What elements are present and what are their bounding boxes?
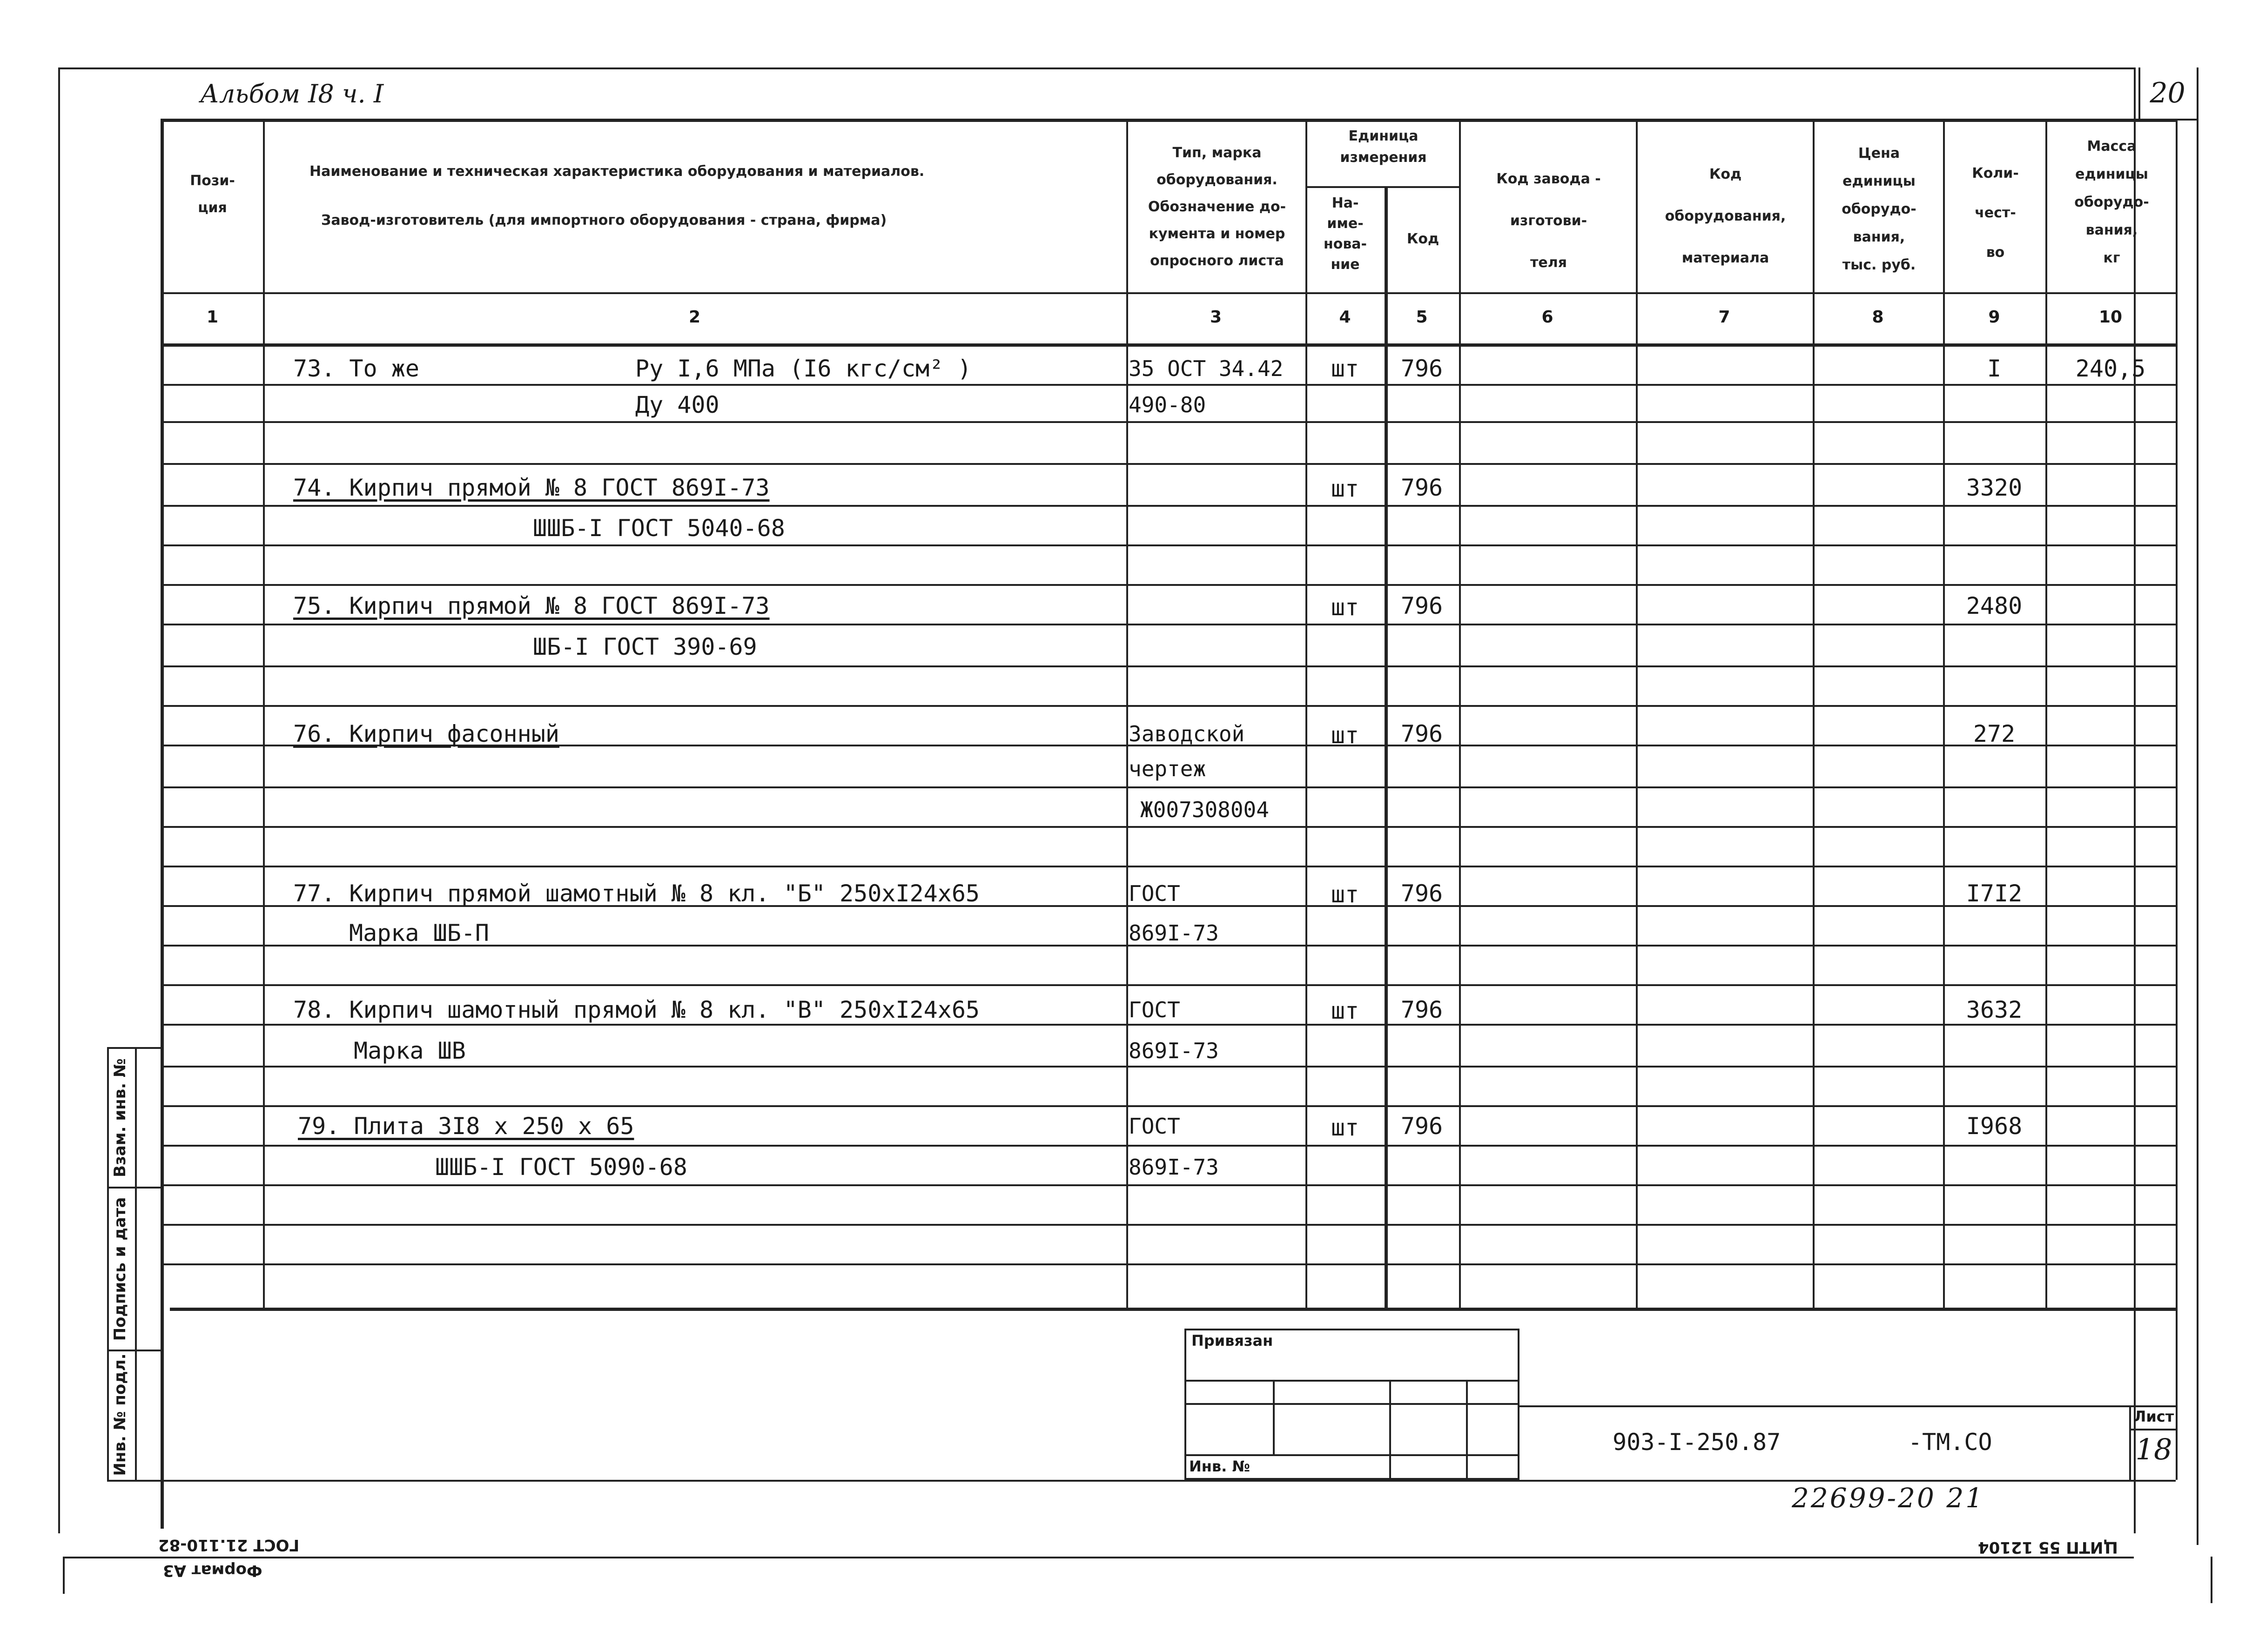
row73-name-line2: Ду 400 bbox=[635, 391, 719, 418]
header-unit-name: На- име- нова- ние bbox=[1323, 195, 1367, 273]
row-line bbox=[161, 1263, 2176, 1265]
row78-qty: 3632 bbox=[1966, 996, 2023, 1023]
frame-bottom-line bbox=[63, 1557, 2134, 1558]
side-strip-bottom bbox=[107, 1480, 161, 1482]
colnum-1: 1 bbox=[206, 308, 219, 327]
row77-type: ГОСТ bbox=[1129, 881, 1180, 906]
privyazan-col3 bbox=[1466, 1380, 1468, 1480]
row74-code: 796 bbox=[1400, 474, 1443, 501]
frame-right-line bbox=[2134, 67, 2136, 1533]
row77-qty: I7I2 bbox=[1966, 880, 2023, 907]
row73-mass: 240,5 bbox=[2075, 355, 2146, 382]
row73-type-line2: 490-80 bbox=[1129, 392, 1206, 417]
doc-suffix: -ТМ.СО bbox=[1908, 1429, 1992, 1456]
privyazan-row3 bbox=[1184, 1454, 1519, 1456]
footer-format: Формат А3 bbox=[163, 1561, 262, 1580]
row74-name-line2: ШШБ-I ГОСТ 5040-68 bbox=[533, 515, 785, 542]
stamp-right-line bbox=[2176, 1308, 2178, 1480]
frame-top-line bbox=[58, 67, 2134, 69]
header-unit-group: Единица измерения bbox=[1340, 128, 1427, 166]
colnum-4: 4 bbox=[1339, 308, 1351, 327]
colnum-5: 5 bbox=[1416, 308, 1428, 327]
unit-group-line bbox=[1305, 186, 1459, 188]
row79-unit: шт bbox=[1331, 1114, 1359, 1141]
row75-qty: 2480 bbox=[1966, 592, 2023, 619]
right-margin-line bbox=[2197, 67, 2198, 1545]
colnum-3: 3 bbox=[1210, 308, 1222, 327]
footer-ciitp: ЦИТП 55 12104 bbox=[1978, 1538, 2118, 1557]
corner-box-left bbox=[2138, 67, 2140, 119]
row77-code: 796 bbox=[1400, 880, 1443, 907]
header-quantity: Коли- чест- во bbox=[1972, 165, 2019, 261]
row74-unit: шт bbox=[1331, 475, 1359, 502]
row78-name-line2: Марка ШВ bbox=[354, 1037, 466, 1064]
row79-name: 79. Плита 3I8 х 250 х 65 bbox=[298, 1113, 634, 1140]
side-strip-left bbox=[107, 1047, 109, 1480]
row73-type: 35 ОСТ 34.42 bbox=[1129, 356, 1284, 381]
privyazan-col1 bbox=[1273, 1380, 1275, 1454]
colnum-2: 2 bbox=[688, 308, 701, 327]
row76-type: Заводской bbox=[1129, 721, 1245, 746]
row73-qty: I bbox=[1987, 355, 2002, 382]
header-price: Цена единицы оборудо- вания, тыс. руб. bbox=[1842, 145, 1916, 273]
row-line bbox=[161, 463, 2176, 465]
row78-unit: шт bbox=[1331, 997, 1359, 1024]
header-position: Пози- ция bbox=[190, 173, 235, 216]
row78-type: ГОСТ bbox=[1129, 997, 1180, 1022]
row-line bbox=[161, 705, 2176, 707]
header-type: Тип, марка оборудования. Обозначение до- кумента и номер опросного листа bbox=[1148, 145, 1286, 269]
header-mass: Масса единицы оборудо- вания, кг bbox=[2074, 138, 2149, 266]
sheet-number: 18 bbox=[2135, 1432, 2172, 1466]
header-name-line1: Наименование и техническая характеристика оборудования и материалов. bbox=[309, 163, 925, 180]
sheet-box-left bbox=[2129, 1405, 2131, 1480]
row77-name: 77. Кирпич прямой шамотный № 8 кл. "Б" 250хI24х65 bbox=[293, 880, 980, 907]
row-line bbox=[161, 544, 2176, 546]
header-plant-code: Код завода - изготови- теля bbox=[1496, 171, 1601, 271]
row75-name: 75. Кирпич прямой № 8 ГОСТ 869I-73 bbox=[293, 592, 770, 619]
row-line bbox=[161, 866, 2176, 867]
row74-qty: 3320 bbox=[1966, 474, 2023, 501]
row78-name: 78. Кирпич шамотный прямой № 8 кл. "В" 250хI24х65 bbox=[293, 996, 980, 1023]
side-strip-mid bbox=[135, 1047, 137, 1480]
inv-no-label: Инв. № bbox=[1189, 1457, 1250, 1475]
row78-code: 796 bbox=[1400, 996, 1443, 1023]
frame-left-line bbox=[58, 67, 60, 1533]
colnum-8: 8 bbox=[1872, 308, 1884, 327]
privyazan-row2 bbox=[1184, 1403, 1519, 1405]
row77-name-line2: Марка ШБ-П bbox=[349, 920, 490, 947]
row77-type-line2: 869I-73 bbox=[1129, 920, 1219, 946]
row79-type: ГОСТ bbox=[1129, 1114, 1180, 1139]
side-label-inv: Инв. № подл. bbox=[111, 1353, 129, 1476]
row76-type-line3: Ж007308004 bbox=[1140, 797, 1269, 822]
header-unit-code: Код bbox=[1406, 231, 1439, 247]
album-label: Альбом I8 ч. I bbox=[200, 79, 384, 108]
row77-unit: шт bbox=[1331, 881, 1359, 908]
privyazan-label: Привязан bbox=[1191, 1332, 1273, 1350]
row79-qty: I968 bbox=[1966, 1113, 2023, 1140]
side-label-vzam: Взам. инв. № bbox=[111, 1058, 129, 1177]
privyazan-col2 bbox=[1389, 1380, 1391, 1480]
doc-code: 903-I-250.87 bbox=[1613, 1429, 1781, 1456]
frame-bottom-left-tick bbox=[63, 1557, 65, 1594]
sheet-box-sep bbox=[2129, 1429, 2176, 1430]
colnum-bottom-line bbox=[161, 343, 2176, 347]
table-top-line bbox=[161, 119, 2176, 122]
row78-type-line2: 869I-73 bbox=[1129, 1038, 1219, 1063]
row73-unit: шт bbox=[1331, 355, 1359, 382]
sheet-label: Лист bbox=[2133, 1408, 2174, 1425]
row79-type-line2: 869I-73 bbox=[1129, 1155, 1219, 1180]
table-body-bottom bbox=[170, 1308, 2176, 1311]
colnum-7: 7 bbox=[1718, 308, 1730, 327]
row-line bbox=[161, 584, 2176, 586]
row79-name-line2: ШШБ-I ГОСТ 5090-68 bbox=[435, 1154, 687, 1181]
header-equipment-code: Код оборудования, материала bbox=[1665, 166, 1786, 266]
row-line bbox=[161, 1145, 2176, 1147]
row74-name: 74. Кирпич прямой № 8 ГОСТ 869I-73 bbox=[293, 474, 770, 501]
colnum-10: 10 bbox=[2098, 308, 2123, 327]
row75-unit: шт bbox=[1331, 594, 1359, 621]
stamp-bottom-line bbox=[161, 1480, 2176, 1482]
row76-type-line2: чертеж bbox=[1129, 756, 1206, 781]
row-line bbox=[161, 1224, 2176, 1226]
footer-gost: ГОСТ 21.110-82 bbox=[158, 1536, 300, 1554]
frame-bottom-right-tick bbox=[2211, 1557, 2212, 1603]
corner-page-number: 20 bbox=[2150, 77, 2185, 109]
colnum-9: 9 bbox=[1988, 308, 2000, 327]
row75-name-line2: ШБ-I ГОСТ 390-69 bbox=[533, 633, 757, 660]
row-line bbox=[161, 665, 2176, 667]
row-line bbox=[161, 1105, 2176, 1107]
row76-name: 76. Кирпич фасонный bbox=[293, 720, 559, 747]
registration-number: 22699-20 21 bbox=[1792, 1482, 1985, 1514]
row75-code: 796 bbox=[1400, 592, 1443, 619]
row-line bbox=[161, 984, 2176, 986]
header-name-line2: Завод-изготовитель (для импортного оборудования - страна, фирма) bbox=[321, 212, 887, 228]
colnum-6: 6 bbox=[1541, 308, 1553, 327]
row79-code: 796 bbox=[1400, 1113, 1443, 1140]
title-block-top bbox=[1519, 1405, 2176, 1407]
row76-qty: 272 bbox=[1973, 720, 2016, 747]
row73-name: 73. То же bbox=[293, 355, 419, 382]
side-label-podpis: Подпись и дата bbox=[111, 1197, 129, 1341]
col-line-10 bbox=[2176, 119, 2178, 1308]
row76-unit: шт bbox=[1331, 722, 1359, 749]
row73-extra: Ру I,6 МПа (I6 кгс/см² ) bbox=[635, 355, 972, 382]
row73-code: 796 bbox=[1400, 355, 1443, 382]
row76-code: 796 bbox=[1400, 720, 1443, 747]
privyazan-row1 bbox=[1184, 1380, 1519, 1382]
